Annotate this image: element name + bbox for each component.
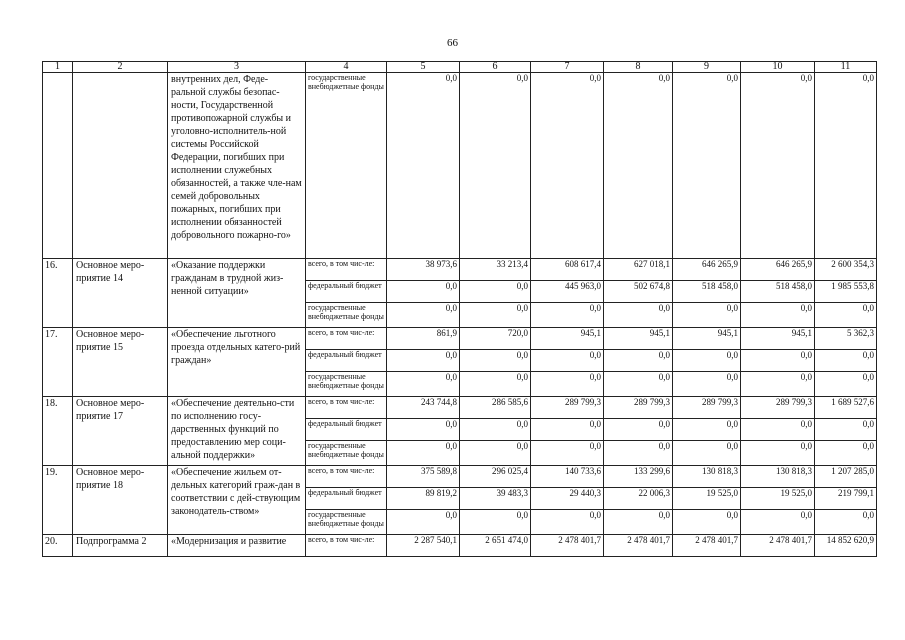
value-cell: 945,1 xyxy=(741,328,815,350)
column-header: 9 xyxy=(673,62,741,73)
funding-source: федеральный бюджет xyxy=(306,350,387,372)
value-cell: 0,0 xyxy=(604,441,673,466)
value-cell: 33 213,4 xyxy=(460,259,531,281)
value-cell: 0,0 xyxy=(815,510,877,535)
value-cell: 19 525,0 xyxy=(673,488,741,510)
value-cell: 0,0 xyxy=(604,372,673,397)
value-cell: 0,0 xyxy=(741,303,815,328)
funding-source: всего, в том чис-ле: xyxy=(306,259,387,281)
value-cell: 0,0 xyxy=(460,372,531,397)
funding-source: федеральный бюджет xyxy=(306,419,387,441)
column-header: 4 xyxy=(306,62,387,73)
value-cell: 0,0 xyxy=(741,441,815,466)
funding-source: всего, в том чис-ле: xyxy=(306,466,387,488)
value-cell: 0,0 xyxy=(460,510,531,535)
value-cell: 0,0 xyxy=(815,419,877,441)
value-cell: 1 985 553,8 xyxy=(815,281,877,303)
row-number: 18. xyxy=(43,397,73,466)
value-cell: 2 478 401,7 xyxy=(604,535,673,557)
activity-name: Подпрограмма 2 xyxy=(73,535,168,557)
value-cell: 0,0 xyxy=(387,281,460,303)
activity-description: «Обеспечение жильем от-дельных категорий граж-дан в соответствии с дей-ствующим законодатель-ством» xyxy=(168,466,306,535)
value-cell: 2 600 354,3 xyxy=(815,259,877,281)
value-cell: 2 287 540,1 xyxy=(387,535,460,557)
page-number: 66 xyxy=(447,37,458,49)
value-cell: 296 025,4 xyxy=(460,466,531,488)
value-cell: 0,0 xyxy=(673,303,741,328)
value-cell: 1 207 285,0 xyxy=(815,466,877,488)
funding-source: федеральный бюджет xyxy=(306,488,387,510)
funding-source: государственные внебюджетные фонды xyxy=(306,441,387,466)
value-cell: 861,9 xyxy=(387,328,460,350)
value-cell: 0,0 xyxy=(387,510,460,535)
value-cell: 0,0 xyxy=(815,303,877,328)
row-name-cell xyxy=(73,73,168,259)
value-cell: 289 799,3 xyxy=(741,397,815,419)
column-header: 2 xyxy=(73,62,168,73)
activity-name: Основное меро-приятие 17 xyxy=(73,397,168,466)
value-cell: 0,0 xyxy=(387,350,460,372)
activity-description: «Модернизация и развитие xyxy=(168,535,306,557)
value-cell: 1 689 527,6 xyxy=(815,397,877,419)
value-cell: 608 617,4 xyxy=(531,259,604,281)
value-cell: 0,0 xyxy=(741,419,815,441)
value-cell: 2 478 401,7 xyxy=(531,535,604,557)
value-cell: 0,0 xyxy=(815,372,877,397)
column-header: 11 xyxy=(815,62,877,73)
funding-source: всего, в том чис-ле: xyxy=(306,397,387,419)
funding-source: всего, в том чис-ле: xyxy=(306,535,387,557)
budget-table xyxy=(42,61,877,557)
value-cell: 0,0 xyxy=(531,73,604,259)
value-cell: 0,0 xyxy=(387,419,460,441)
value-cell: 0,0 xyxy=(531,303,604,328)
row-number-cell xyxy=(43,73,73,259)
value-cell: 502 674,8 xyxy=(604,281,673,303)
value-cell: 375 589,8 xyxy=(387,466,460,488)
funding-source: государственные внебюджетные фонды xyxy=(306,303,387,328)
value-cell: 0,0 xyxy=(815,73,877,259)
funding-source: федеральный бюджет xyxy=(306,281,387,303)
row-number: 16. xyxy=(43,259,73,328)
column-header: 7 xyxy=(531,62,604,73)
value-cell: 646 265,9 xyxy=(741,259,815,281)
value-cell: 0,0 xyxy=(460,419,531,441)
value-cell: 2 651 474,0 xyxy=(460,535,531,557)
value-cell: 0,0 xyxy=(673,441,741,466)
row-number: 17. xyxy=(43,328,73,397)
value-cell: 0,0 xyxy=(460,441,531,466)
value-cell: 219 799,1 xyxy=(815,488,877,510)
value-cell: 89 819,2 xyxy=(387,488,460,510)
table-row xyxy=(43,397,877,419)
table-row xyxy=(43,73,877,259)
value-cell: 0,0 xyxy=(460,281,531,303)
activity-name: Основное меро-приятие 15 xyxy=(73,328,168,397)
value-cell: 2 478 401,7 xyxy=(741,535,815,557)
row-description: внутренних дел, Феде-ральной службы безопас-ности, Государственной противопожарной службы и уголовно-исполнитель-ной системы Российской Федерации, погибших при исполнении служебных обязанностей, а также чле-нам семей добровольных пожарных, погибших при исполнении обязанностей добровольного пожарно-го» xyxy=(168,73,306,259)
value-cell: 0,0 xyxy=(604,350,673,372)
value-cell: 518 458,0 xyxy=(673,281,741,303)
value-cell: 0,0 xyxy=(673,510,741,535)
value-cell: 130 818,3 xyxy=(673,466,741,488)
value-cell: 14 852 620,9 xyxy=(815,535,877,557)
value-cell: 286 585,6 xyxy=(460,397,531,419)
value-cell: 0,0 xyxy=(531,350,604,372)
table-row xyxy=(43,328,877,350)
value-cell: 0,0 xyxy=(387,73,460,259)
value-cell: 0,0 xyxy=(815,441,877,466)
value-cell: 945,1 xyxy=(673,328,741,350)
value-cell: 0,0 xyxy=(604,73,673,259)
value-cell: 0,0 xyxy=(741,350,815,372)
table-row xyxy=(43,259,877,281)
column-header: 6 xyxy=(460,62,531,73)
column-header: 8 xyxy=(604,62,673,73)
value-cell: 0,0 xyxy=(741,510,815,535)
value-cell: 0,0 xyxy=(531,419,604,441)
value-cell: 945,1 xyxy=(604,328,673,350)
funding-source: государственные внебюджетные фонды xyxy=(306,510,387,535)
activity-description: «Обеспечение деятельно-сти по исполнению госу-дарственных функций по предоставлению мер соци-альной поддержки» xyxy=(168,397,306,466)
table-row xyxy=(43,535,877,557)
value-cell: 133 299,6 xyxy=(604,466,673,488)
column-header: 3 xyxy=(168,62,306,73)
value-cell: 289 799,3 xyxy=(673,397,741,419)
value-cell: 0,0 xyxy=(604,419,673,441)
value-cell: 0,0 xyxy=(531,372,604,397)
value-cell: 19 525,0 xyxy=(741,488,815,510)
value-cell: 518 458,0 xyxy=(741,281,815,303)
activity-name: Основное меро-приятие 14 xyxy=(73,259,168,328)
value-cell: 0,0 xyxy=(673,350,741,372)
header-row xyxy=(43,62,877,73)
value-cell: 0,0 xyxy=(531,510,604,535)
value-cell: 130 818,3 xyxy=(741,466,815,488)
value-cell: 0,0 xyxy=(604,510,673,535)
value-cell: 38 973,6 xyxy=(387,259,460,281)
funding-source: государственные внебюджетные фонды xyxy=(306,73,387,259)
value-cell: 0,0 xyxy=(387,372,460,397)
value-cell: 39 483,3 xyxy=(460,488,531,510)
value-cell: 289 799,3 xyxy=(604,397,673,419)
funding-source: всего, в том чис-ле: xyxy=(306,328,387,350)
value-cell: 0,0 xyxy=(815,350,877,372)
value-cell: 0,0 xyxy=(673,372,741,397)
column-header: 1 xyxy=(43,62,73,73)
value-cell: 0,0 xyxy=(673,73,741,259)
activity-description: «Обеспечение льготного проезда отдельных катего-рий граждан» xyxy=(168,328,306,397)
value-cell: 720,0 xyxy=(460,328,531,350)
value-cell: 0,0 xyxy=(741,372,815,397)
value-cell: 22 006,3 xyxy=(604,488,673,510)
value-cell: 2 478 401,7 xyxy=(673,535,741,557)
value-cell: 0,0 xyxy=(531,441,604,466)
activity-name: Основное меро-приятие 18 xyxy=(73,466,168,535)
value-cell: 0,0 xyxy=(460,73,531,259)
value-cell: 0,0 xyxy=(741,73,815,259)
value-cell: 0,0 xyxy=(460,350,531,372)
value-cell: 646 265,9 xyxy=(673,259,741,281)
value-cell: 445 963,0 xyxy=(531,281,604,303)
value-cell: 627 018,1 xyxy=(604,259,673,281)
value-cell: 0,0 xyxy=(387,441,460,466)
column-header: 5 xyxy=(387,62,460,73)
column-header: 10 xyxy=(741,62,815,73)
value-cell: 0,0 xyxy=(673,419,741,441)
row-number: 19. xyxy=(43,466,73,535)
row-number: 20. xyxy=(43,535,73,557)
value-cell: 5 362,3 xyxy=(815,328,877,350)
value-cell: 0,0 xyxy=(387,303,460,328)
value-cell: 243 744,8 xyxy=(387,397,460,419)
activity-description: «Оказание поддержки гражданам в трудной жиз-ненной ситуации» xyxy=(168,259,306,328)
value-cell: 289 799,3 xyxy=(531,397,604,419)
value-cell: 0,0 xyxy=(604,303,673,328)
table-row xyxy=(43,466,877,488)
value-cell: 29 440,3 xyxy=(531,488,604,510)
funding-source: государственные внебюджетные фонды xyxy=(306,372,387,397)
value-cell: 140 733,6 xyxy=(531,466,604,488)
value-cell: 945,1 xyxy=(531,328,604,350)
value-cell: 0,0 xyxy=(460,303,531,328)
